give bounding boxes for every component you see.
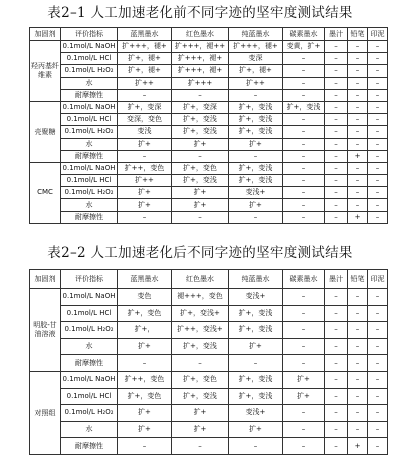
result-cell: –	[172, 438, 229, 455]
result-cell: +	[348, 211, 368, 223]
result-cell: –	[348, 65, 368, 77]
result-cell: –	[325, 355, 348, 372]
indicator-cell: 水	[61, 338, 118, 355]
result-cell: 扩+	[118, 138, 172, 150]
result-cell: –	[368, 338, 388, 355]
result-cell: –	[283, 338, 325, 355]
result-cell: –	[229, 211, 283, 223]
result-cell: 褪+++，变色	[172, 289, 229, 306]
indicator-cell: 0.1mol/L H₂O₂	[61, 65, 118, 77]
result-cell: –	[368, 138, 388, 150]
table-row	[30, 338, 388, 355]
result-cell: –	[368, 53, 388, 65]
table-row	[30, 371, 388, 388]
result-cell: –	[283, 438, 325, 455]
result-cell: –	[368, 438, 388, 455]
result-cell: 扩+，变浅	[229, 101, 283, 113]
result-cell: 扩+，变浅	[229, 371, 283, 388]
column-header: 纯蓝墨水	[229, 270, 283, 289]
table-row	[30, 421, 388, 438]
result-cell: –	[325, 114, 348, 126]
result-cell: 变浅+	[229, 405, 283, 422]
table-row	[30, 53, 388, 65]
result-cell: 变黄，扩+	[283, 41, 325, 53]
result-cell: –	[325, 371, 348, 388]
column-header: 加固剂	[30, 28, 61, 41]
result-cell: –	[348, 187, 368, 199]
result-cell: –	[348, 338, 368, 355]
result-cell: 扩+，变色	[172, 371, 229, 388]
result-cell: –	[348, 289, 368, 306]
table-row	[30, 305, 388, 322]
result-cell: 扩+	[172, 138, 229, 150]
result-cell: –	[172, 211, 229, 223]
table1-header-row	[30, 28, 388, 41]
column-header: 评价指标	[61, 270, 118, 289]
result-cell: 扩+，变浅	[229, 305, 283, 322]
result-cell: 扩+	[172, 405, 229, 422]
column-header: 纯蓝墨水	[229, 28, 283, 41]
result-cell: 扩+	[229, 199, 283, 211]
result-cell: 扩+++，褪+	[229, 41, 283, 53]
result-cell: 扩++，变色	[118, 162, 172, 174]
result-cell: –	[283, 77, 325, 89]
result-cell: –	[368, 65, 388, 77]
result-cell: –	[325, 187, 348, 199]
table-row	[30, 289, 388, 306]
result-cell: –	[348, 41, 368, 53]
column-header: 铅笔	[348, 28, 368, 41]
result-cell: 扩+，变浅	[229, 175, 283, 187]
indicator-cell: 水	[61, 199, 118, 211]
result-cell: –	[229, 89, 283, 101]
group-name-cell: CMC	[30, 162, 61, 223]
table-row	[30, 355, 388, 372]
indicator-cell: 耐摩擦性	[61, 355, 118, 372]
indicator-cell: 水	[61, 77, 118, 89]
indicator-cell: 0.1mol/L NaOH	[61, 289, 118, 306]
result-cell: –	[325, 388, 348, 405]
result-cell: 扩+	[229, 138, 283, 150]
result-cell: –	[368, 371, 388, 388]
result-cell: –	[368, 126, 388, 138]
result-cell: 扩+，变浅	[283, 101, 325, 113]
result-cell: –	[368, 162, 388, 174]
indicator-cell: 0.1mol/L H₂O₂	[61, 405, 118, 422]
result-cell: 扩++	[118, 77, 172, 89]
table-row	[30, 322, 388, 339]
result-cell: –	[118, 438, 172, 455]
result-cell: –	[368, 89, 388, 101]
result-cell: 扩+	[283, 388, 325, 405]
result-cell: –	[325, 405, 348, 422]
result-cell: –	[283, 187, 325, 199]
result-cell: –	[368, 405, 388, 422]
indicator-cell: 0.1mol/L H₂O₂	[61, 187, 118, 199]
table-row	[30, 41, 388, 53]
result-cell: –	[325, 421, 348, 438]
column-header: 印泥	[368, 28, 388, 41]
result-cell: –	[348, 89, 368, 101]
result-cell: 扩+	[229, 338, 283, 355]
indicator-cell: 耐摩擦性	[61, 89, 118, 101]
table-row	[30, 199, 388, 211]
result-cell: –	[283, 289, 325, 306]
indicator-cell: 0.1mol/L HCl	[61, 175, 118, 187]
column-header: 蓝黑墨水	[118, 28, 172, 41]
result-cell: –	[368, 175, 388, 187]
result-cell: 扩+，变浅	[172, 114, 229, 126]
result-cell: 扩+，褪+	[118, 65, 172, 77]
column-header: 红色墨水	[172, 270, 229, 289]
column-header: 蓝黑墨水	[118, 270, 172, 289]
result-cell: 扩+	[172, 187, 229, 199]
indicator-cell: 水	[61, 421, 118, 438]
result-cell: –	[325, 438, 348, 455]
result-cell: –	[172, 150, 229, 162]
indicator-cell: 0.1mol/L NaOH	[61, 162, 118, 174]
table-row	[30, 101, 388, 113]
result-cell: –	[348, 138, 368, 150]
result-cell: –	[325, 126, 348, 138]
table-row	[30, 162, 388, 174]
result-cell: 变深，变色	[118, 114, 172, 126]
indicator-cell: 0.1mol/L H₂O₂	[61, 322, 118, 339]
table-row	[30, 211, 388, 223]
result-cell: 扩+，变深	[118, 101, 172, 113]
result-cell: 扩+，变浅	[229, 322, 283, 339]
result-cell: 扩+，变浅	[229, 114, 283, 126]
result-cell: 扩++，变浅+	[172, 322, 229, 339]
result-cell: –	[325, 175, 348, 187]
result-cell: +	[348, 438, 368, 455]
table-row	[30, 126, 388, 138]
result-cell: –	[283, 405, 325, 422]
result-cell: 扩+，变浅+	[172, 305, 229, 322]
column-header: 碳素墨水	[283, 270, 325, 289]
result-cell: 扩+，变浅	[172, 175, 229, 187]
result-cell: 扩+	[118, 187, 172, 199]
result-cell: 扩+，变浅	[172, 338, 229, 355]
result-cell: –	[348, 199, 368, 211]
indicator-cell: 耐摩擦性	[61, 150, 118, 162]
result-cell: 扩++	[229, 77, 283, 89]
result-cell: –	[325, 77, 348, 89]
result-cell: –	[325, 53, 348, 65]
result-cell: –	[368, 77, 388, 89]
indicator-cell: 0.1mol/L NaOH	[61, 101, 118, 113]
group-name-cell: 羟丙基纤维素	[30, 41, 61, 102]
result-cell: –	[325, 162, 348, 174]
result-cell: 扩+，变浅	[229, 162, 283, 174]
result-cell: –	[348, 175, 368, 187]
result-cell: –	[325, 305, 348, 322]
table-row	[30, 65, 388, 77]
result-cell: 扩+，变浅	[229, 126, 283, 138]
table-row	[30, 89, 388, 101]
result-cell: –	[283, 355, 325, 372]
result-cell: –	[283, 65, 325, 77]
result-cell: –	[283, 138, 325, 150]
table1-title: 表2–1 人工加速老化前不同字迹的坚牢度测试结果	[47, 5, 353, 21]
table1	[29, 27, 388, 224]
result-cell: –	[283, 53, 325, 65]
result-cell: –	[283, 162, 325, 174]
result-cell: –	[283, 305, 325, 322]
result-cell: –	[368, 187, 388, 199]
result-cell: 扩+，变色	[118, 388, 172, 405]
column-header: 墨汁	[325, 28, 348, 41]
result-cell: –	[368, 101, 388, 113]
result-cell: –	[283, 89, 325, 101]
table-row	[30, 438, 388, 455]
result-cell: –	[283, 421, 325, 438]
result-cell: –	[368, 41, 388, 53]
result-cell: –	[368, 388, 388, 405]
indicator-cell: 耐摩擦性	[61, 438, 118, 455]
table2-title: 表2–2 人工加速老化后不同字迹的坚牢度测试结果	[47, 245, 353, 261]
indicator-cell: 耐摩擦性	[61, 211, 118, 223]
result-cell: –	[325, 89, 348, 101]
result-cell: –	[348, 77, 368, 89]
result-cell: 变深	[229, 53, 283, 65]
result-cell: 扩+，变色	[172, 162, 229, 174]
result-cell: –	[348, 53, 368, 65]
result-cell: –	[118, 211, 172, 223]
result-cell: –	[229, 150, 283, 162]
result-cell: –	[348, 405, 368, 422]
result-cell: 扩+++	[172, 77, 229, 89]
result-cell: –	[368, 114, 388, 126]
result-cell: 扩+，变浅	[229, 388, 283, 405]
result-cell: 扩+，变深	[172, 101, 229, 113]
result-cell: –	[325, 138, 348, 150]
table-row	[30, 138, 388, 150]
result-cell: 变浅+	[229, 187, 283, 199]
result-cell: –	[229, 438, 283, 455]
result-cell: 变浅	[118, 126, 172, 138]
indicator-cell: 0.1mol/L NaOH	[61, 371, 118, 388]
indicator-cell: 0.1mol/L H₂O₂	[61, 126, 118, 138]
indicator-cell: 0.1mol/L HCl	[61, 53, 118, 65]
result-cell: –	[172, 355, 229, 372]
result-cell: –	[348, 162, 368, 174]
result-cell: 扩+++，褪+	[172, 53, 229, 65]
table-row	[30, 175, 388, 187]
result-cell: 扩+	[283, 371, 325, 388]
result-cell: –	[325, 289, 348, 306]
result-cell: –	[283, 150, 325, 162]
indicator-cell: 0.1mol/L HCl	[61, 114, 118, 126]
group-name-cell: 对照组	[30, 371, 61, 454]
table-row	[30, 77, 388, 89]
result-cell: –	[368, 289, 388, 306]
result-cell: 扩+，	[118, 322, 172, 339]
result-cell: –	[283, 114, 325, 126]
result-cell: –	[283, 211, 325, 223]
result-cell: 扩++	[118, 175, 172, 187]
result-cell: 扩+，褪+	[118, 53, 172, 65]
table2	[29, 269, 388, 455]
result-cell: –	[348, 371, 368, 388]
result-cell: 扩+	[172, 421, 229, 438]
result-cell: 扩+	[118, 199, 172, 211]
result-cell: –	[118, 89, 172, 101]
result-cell: –	[229, 355, 283, 372]
table-row	[30, 405, 388, 422]
result-cell: –	[368, 211, 388, 223]
result-cell: –	[348, 355, 368, 372]
result-cell: 扩+	[118, 338, 172, 355]
result-cell: 扩+	[118, 421, 172, 438]
result-cell: 扩+，变浅	[172, 388, 229, 405]
column-header: 印泥	[368, 270, 388, 289]
result-cell: –	[325, 65, 348, 77]
result-cell: –	[348, 101, 368, 113]
column-header: 铅笔	[348, 270, 368, 289]
result-cell: 扩+++，褪+	[172, 65, 229, 77]
result-cell: 扩+，褪+	[229, 65, 283, 77]
result-cell: +	[348, 150, 368, 162]
result-cell: 扩+，变色	[118, 305, 172, 322]
result-cell: 扩+	[172, 199, 229, 211]
column-header: 评价指标	[61, 28, 118, 41]
column-header: 加固剂	[30, 270, 61, 289]
result-cell: –	[325, 211, 348, 223]
result-cell: –	[283, 175, 325, 187]
result-cell: –	[368, 355, 388, 372]
result-cell: –	[348, 305, 368, 322]
result-cell: –	[368, 150, 388, 162]
result-cell: 变色	[118, 289, 172, 306]
group-name-cell: 壳聚糖	[30, 101, 61, 162]
indicator-cell: 水	[61, 138, 118, 150]
result-cell: 扩+	[229, 421, 283, 438]
column-header: 墨汁	[325, 270, 348, 289]
result-cell: –	[348, 421, 368, 438]
result-cell: 扩+，变浅	[172, 126, 229, 138]
result-cell: –	[283, 126, 325, 138]
result-cell: –	[325, 338, 348, 355]
result-cell: 扩+	[118, 405, 172, 422]
result-cell: –	[118, 355, 172, 372]
result-cell: –	[368, 421, 388, 438]
table-row	[30, 114, 388, 126]
result-cell: –	[172, 89, 229, 101]
group-name-cell: 明胶-甘油溶液	[30, 289, 61, 372]
result-cell: –	[348, 388, 368, 405]
result-cell: –	[325, 322, 348, 339]
table-row	[30, 187, 388, 199]
indicator-cell: 0.1mol/L NaOH	[61, 41, 118, 53]
result-cell: 扩+++，褪++	[172, 41, 229, 53]
result-cell: –	[368, 199, 388, 211]
column-header: 碳素墨水	[283, 28, 325, 41]
result-cell: 扩+++，褪+	[118, 41, 172, 53]
result-cell: –	[118, 150, 172, 162]
result-cell: –	[283, 322, 325, 339]
table-row	[30, 388, 388, 405]
result-cell: –	[348, 114, 368, 126]
table2-header-row	[30, 270, 388, 289]
result-cell: –	[325, 150, 348, 162]
result-cell: –	[283, 199, 325, 211]
column-header: 红色墨水	[172, 28, 229, 41]
result-cell: –	[348, 126, 368, 138]
result-cell: –	[325, 41, 348, 53]
result-cell: –	[368, 322, 388, 339]
result-cell: –	[325, 101, 348, 113]
result-cell: 变浅+	[229, 289, 283, 306]
result-cell: –	[325, 199, 348, 211]
indicator-cell: 0.1mol/L HCl	[61, 305, 118, 322]
indicator-cell: 0.1mol/L HCl	[61, 388, 118, 405]
table-row	[30, 150, 388, 162]
result-cell: 扩++，变色	[118, 371, 172, 388]
result-cell: –	[368, 305, 388, 322]
result-cell: –	[348, 322, 368, 339]
